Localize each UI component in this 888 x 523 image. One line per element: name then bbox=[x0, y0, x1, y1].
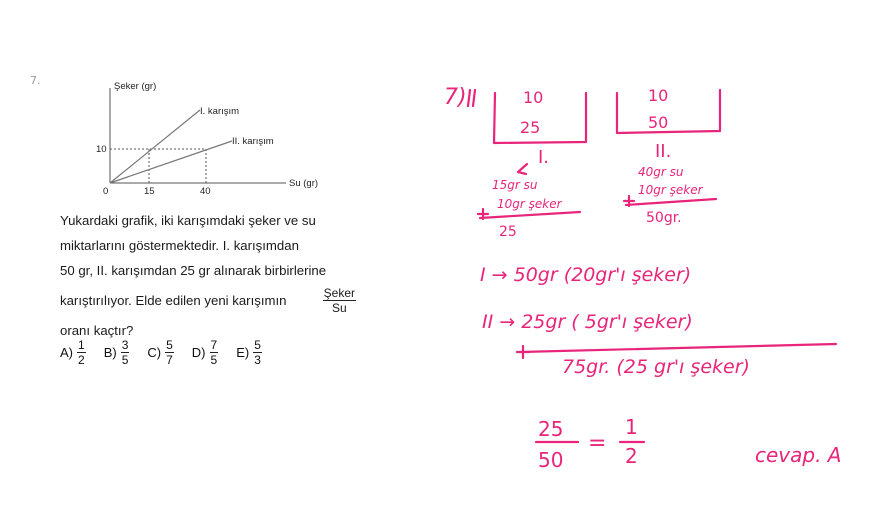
question-line-5: oranı kaçtır? bbox=[60, 322, 134, 338]
hw-step1: I → 50gr (20gr'ı şeker) bbox=[480, 264, 692, 286]
y-tick-10: 10 bbox=[96, 144, 107, 155]
question-line-4-text: karıştırılıyor. Elde edilen yeni karışımın bbox=[60, 293, 287, 308]
hw-arrow-1 bbox=[518, 164, 527, 174]
hw-problem-label-strokes bbox=[468, 90, 475, 106]
question-line-2: miktarlarını göstermektedir. I. karışımdan bbox=[60, 238, 299, 254]
hw-box1-bottom: 25 bbox=[520, 118, 541, 137]
choice-d-num: 7 bbox=[210, 338, 218, 352]
ratio-numerator: Şeker bbox=[323, 286, 355, 301]
hw-result-den: 50 bbox=[538, 448, 564, 472]
hw-work1-total: 25 bbox=[499, 224, 517, 240]
choice-c-label: C) bbox=[147, 345, 162, 360]
choice-a-label: A) bbox=[60, 345, 73, 360]
hw-step3: 75gr. (25 gr'ı şeker) bbox=[562, 356, 750, 378]
hw-problem-label: 7) bbox=[444, 85, 467, 110]
choice-d-den: 5 bbox=[210, 353, 218, 367]
x-tick-15: 15 bbox=[144, 186, 155, 197]
hw-work2-plus-line bbox=[624, 196, 716, 206]
hw-result-simp-num: 1 bbox=[625, 415, 638, 439]
choice-c-den: 7 bbox=[166, 353, 173, 367]
hw-box-2 bbox=[617, 90, 720, 133]
choice-a-den: 2 bbox=[78, 353, 85, 367]
line1-label: I. karışım bbox=[200, 106, 240, 117]
question-number: 7. bbox=[30, 74, 41, 87]
y-axis-label: Şeker (gr) bbox=[114, 81, 157, 92]
ratio-denominator: Su bbox=[331, 301, 347, 316]
choice-e-label: E) bbox=[236, 345, 250, 360]
hw-box2-roman: II. bbox=[655, 141, 672, 162]
hw-step2: II → 25gr ( 5gr'ı şeker) bbox=[482, 311, 693, 333]
hw-result-eq: = bbox=[588, 431, 607, 456]
choice-e-den: 3 bbox=[254, 353, 261, 367]
choice-c-num: 5 bbox=[166, 338, 173, 352]
choice-a-num: 1 bbox=[78, 338, 85, 352]
x-tick-0: 0 bbox=[103, 186, 109, 197]
choice-b-num: 3 bbox=[121, 338, 129, 352]
hw-work2-line1: 40gr su bbox=[638, 165, 684, 179]
hw-work2-line2: 10gr şeker bbox=[638, 183, 703, 197]
hw-work2-total: 50gr. bbox=[646, 210, 682, 226]
hw-box1-roman: I. bbox=[538, 147, 550, 168]
choice-b-label: B) bbox=[103, 345, 117, 360]
hw-work1-line1: 15gr su bbox=[492, 178, 538, 192]
hw-answer: cevap. A bbox=[755, 443, 842, 467]
hw-work1-line2: 10gr şeker bbox=[497, 197, 562, 211]
hw-result-num: 25 bbox=[538, 417, 564, 441]
choice-e-num: 5 bbox=[254, 338, 261, 352]
line2-label: II. karışım bbox=[232, 136, 274, 147]
hw-box2-top: 10 bbox=[648, 86, 669, 105]
choice-d-label: D) bbox=[191, 345, 206, 360]
hw-box1-top: 10 bbox=[523, 88, 544, 107]
question-line-3: 50 gr, II. karışımdan 25 gr alınarak birbirlerine bbox=[60, 263, 327, 279]
question-line-1: Yukardaki grafik, iki karışımdaki şeker ve su bbox=[60, 213, 316, 228]
choice-b-den: 5 bbox=[121, 353, 129, 367]
x-axis-label: Su (gr) bbox=[289, 178, 319, 189]
hw-result-simp-den: 2 bbox=[625, 444, 638, 468]
x-tick-40: 40 bbox=[200, 186, 211, 197]
hw-box2-bottom: 50 bbox=[648, 113, 669, 132]
